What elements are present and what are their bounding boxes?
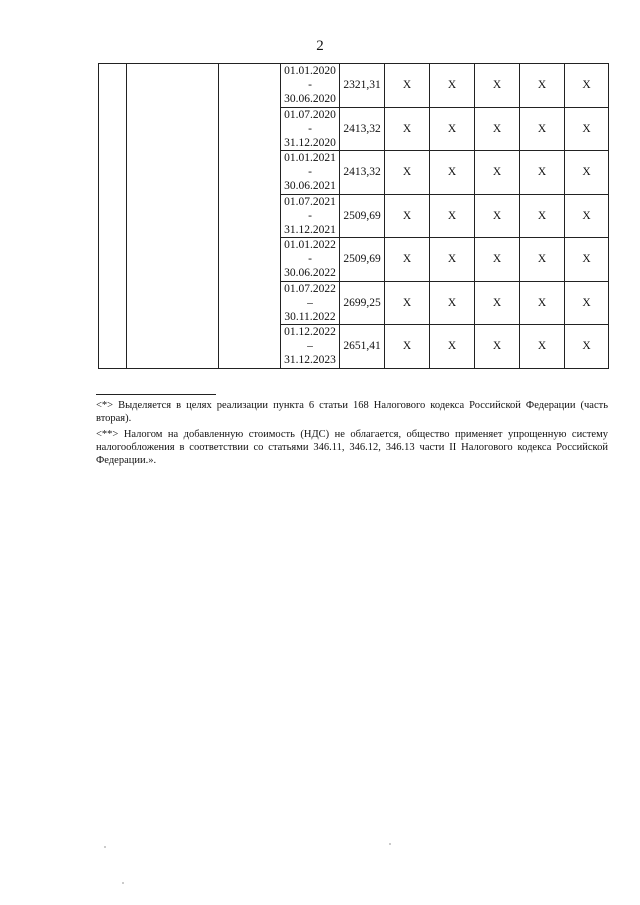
x-mark-cell: X — [520, 194, 565, 238]
x-mark-cell: X — [430, 64, 475, 108]
period-end: 31.12.2021 — [284, 223, 336, 236]
period-end: 30.06.2022 — [284, 267, 336, 280]
scan-artifact — [389, 843, 391, 845]
x-mark-cell: X — [475, 325, 520, 369]
x-mark-cell: X — [385, 325, 430, 369]
blank-column-1 — [99, 64, 127, 369]
x-mark-cell: X — [565, 238, 609, 282]
x-mark-cell: X — [475, 151, 520, 195]
period-end: 31.12.2020 — [284, 136, 336, 149]
period-end: 30.06.2020 — [284, 93, 336, 106]
period-start: 01.01.2022 — [284, 239, 336, 252]
x-mark-cell: X — [475, 194, 520, 238]
footnote-vat-exemption: <**> Налогом на добавленную стоимость (НДС) не облагается, общество применяет упрощенную систему налогообложения в соответствии со статьями 346.11, 346.12, 346.13 части II Налогового кодекса Российской Федерации.». — [96, 429, 608, 466]
period-end: 31.12.2023 — [284, 354, 336, 367]
tariff-cell: 2413,32 — [340, 151, 385, 195]
period-start: 01.07.2020 — [284, 108, 336, 121]
x-mark-cell: X — [430, 238, 475, 282]
table-row — [99, 64, 609, 108]
period-separator: - — [308, 253, 312, 266]
x-mark-cell: X — [430, 194, 475, 238]
x-mark-cell: X — [565, 64, 609, 108]
page-number: 2 — [316, 38, 324, 54]
x-mark-cell: X — [430, 151, 475, 195]
x-mark-cell: X — [385, 107, 430, 151]
x-mark-cell: X — [475, 281, 520, 325]
period-separator: - — [308, 79, 312, 92]
period-separator: – — [307, 340, 313, 353]
tariff-cell: 2509,69 — [340, 194, 385, 238]
x-mark-cell: X — [520, 151, 565, 195]
footnotes — [96, 399, 608, 470]
tariff-cell: 2321,31 — [340, 64, 385, 108]
footnote-vat-allocation: <*> Выделяется в целях реализации пункта 6 статьи 168 Налогового кодекса Российской Федерации (часть вторая). — [96, 400, 608, 424]
tariff-cell: 2509,69 — [340, 238, 385, 282]
x-mark-cell: X — [565, 281, 609, 325]
period-start: 01.12.2022 — [284, 326, 336, 339]
x-mark-cell: X — [430, 107, 475, 151]
period-start: 01.07.2022 — [284, 282, 336, 295]
scan-artifact — [122, 882, 124, 884]
x-mark-cell: X — [520, 281, 565, 325]
x-mark-cell: X — [520, 325, 565, 369]
x-mark-cell: X — [430, 325, 475, 369]
x-mark-cell: X — [520, 238, 565, 282]
period-cell — [281, 325, 340, 369]
x-mark-cell: X — [565, 151, 609, 195]
table-body — [99, 64, 609, 369]
period-cell — [281, 64, 340, 108]
period-end: 30.11.2022 — [284, 310, 336, 323]
x-mark-cell: X — [520, 107, 565, 151]
x-mark-cell: X — [385, 281, 430, 325]
tariff-cell: 2651,41 — [340, 325, 385, 369]
period-cell — [281, 194, 340, 238]
period-end: 30.06.2021 — [284, 180, 336, 193]
period-cell — [281, 107, 340, 151]
blank-column-3 — [219, 64, 281, 369]
x-mark-cell: X — [565, 107, 609, 151]
x-mark-cell: X — [565, 325, 609, 369]
x-mark-cell: X — [475, 107, 520, 151]
x-mark-cell: X — [565, 194, 609, 238]
footnote-separator — [96, 394, 216, 395]
x-mark-cell: X — [430, 281, 475, 325]
scan-artifact — [104, 846, 106, 848]
period-separator: - — [308, 166, 312, 179]
x-mark-cell: X — [385, 238, 430, 282]
x-mark-cell: X — [385, 64, 430, 108]
period-separator: – — [307, 296, 313, 309]
x-mark-cell: X — [520, 64, 565, 108]
period-start: 01.01.2020 — [284, 65, 336, 78]
period-cell — [281, 238, 340, 282]
period-cell — [281, 281, 340, 325]
period-cell — [281, 151, 340, 195]
blank-column-2 — [127, 64, 219, 369]
tariff-table — [98, 63, 609, 369]
x-mark-cell: X — [385, 194, 430, 238]
x-mark-cell: X — [385, 151, 430, 195]
x-mark-cell: X — [475, 64, 520, 108]
period-separator: - — [308, 209, 312, 222]
period-start: 01.01.2021 — [284, 152, 336, 165]
tariff-cell: 2699,25 — [340, 281, 385, 325]
x-mark-cell: X — [475, 238, 520, 282]
tariff-cell: 2413,32 — [340, 107, 385, 151]
period-separator: - — [308, 122, 312, 135]
period-start: 01.07.2021 — [284, 195, 336, 208]
